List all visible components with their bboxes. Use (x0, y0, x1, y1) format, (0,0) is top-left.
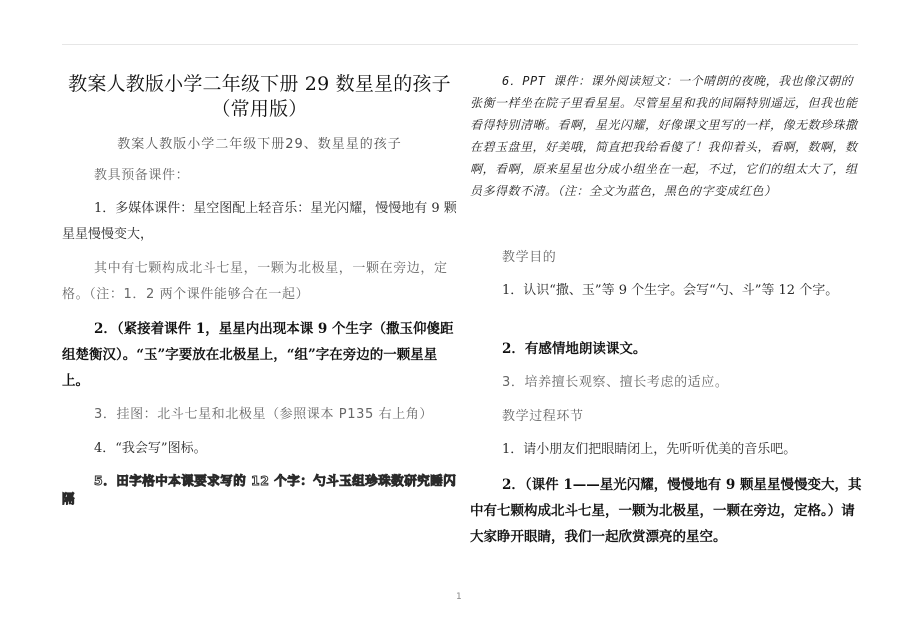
aid-item-1: 1．多媒体课件：星空图配上轻音乐：星光闪耀，慢慢地有 9 颗星星慢慢变大， (62, 201, 457, 242)
title-line-2: （常用版） (211, 98, 308, 120)
aid-item-2: 2．（紧接着课件 1，星星内出现本课 9 个生字（撒玉仰傻距组楚衡汉）。“玉”字要放在北极星上，“组”字在旁边的一颗星星上。 (62, 321, 454, 389)
goal-item-1: 1．认识“撒、玉”等 9 个生字。会写“勺、斗”等 12 个字。 (502, 283, 839, 298)
goal-item-2: 2．有感情地朗读课文。 (502, 341, 647, 357)
aid-item-4: 4．“我会写”图标。 (94, 441, 207, 456)
teaching-goals-heading: 教学目的 (502, 250, 557, 265)
page-number: 1 (456, 592, 462, 602)
process-step-1: 1．请小朋友们把眼睛闭上，先听听优美的音乐吧。 (502, 442, 797, 457)
document-title (62, 72, 457, 122)
aid-item-1-continued: 其中有七颗构成北斗七星，一颗为北极星，一颗在旁边，定格。（注：1．2 两个课件能够合在一起） (62, 261, 448, 302)
aid-item-3: 3．挂图：北斗七星和北极星（参照课本 P135 右上角） (94, 407, 433, 422)
aid-item-5: 5．田字格中本课要求写的 12 个字：勺斗玉组珍珠数研究睡闪隔 (62, 473, 457, 506)
process-step-2: 2．（课件 1——星光闪耀，慢慢地有 9 颗星星慢慢变大，其中有七颗构成北斗七星，一颗为北极星，一颗在旁边，定格。）请大家睁开眼睛，我们一起欣赏漂亮的星空。 (470, 477, 862, 545)
teaching-aids-heading: 教具预备课件： (94, 168, 190, 183)
goal-item-3: 3．培养擅长观察、擅长考虑的适应。 (502, 375, 729, 390)
ppt-reading-passage: 6．PPT 课件：课外阅读短文：一个晴朗的夜晚，我也像汉朝的张衡一样坐在院子里看星星。尽管星星和我的间隔特别遥远，但我也能看得特别清晰。看啊，星光闪耀，好像课文里写的一样，像无数珍珠撒在碧玉盘里，好美哦，简直把我给看傻了！我仰着头，看啊，数啊，数啊，看啊，原来星星也分成小组坐在一起，不过，它们的组太大了，组员多得数不清。（注：全文为蓝色，黑色的字变成红色） (470, 74, 858, 198)
document-subtitle: 教案人教版小学二年级下册29、数星星的孩子 (117, 137, 402, 152)
header-rule (62, 44, 858, 45)
teaching-process-heading: 教学过程环节 (502, 409, 584, 424)
title-line-1: 教案人教版小学二年级下册 29 数星星的孩子 (68, 73, 451, 95)
